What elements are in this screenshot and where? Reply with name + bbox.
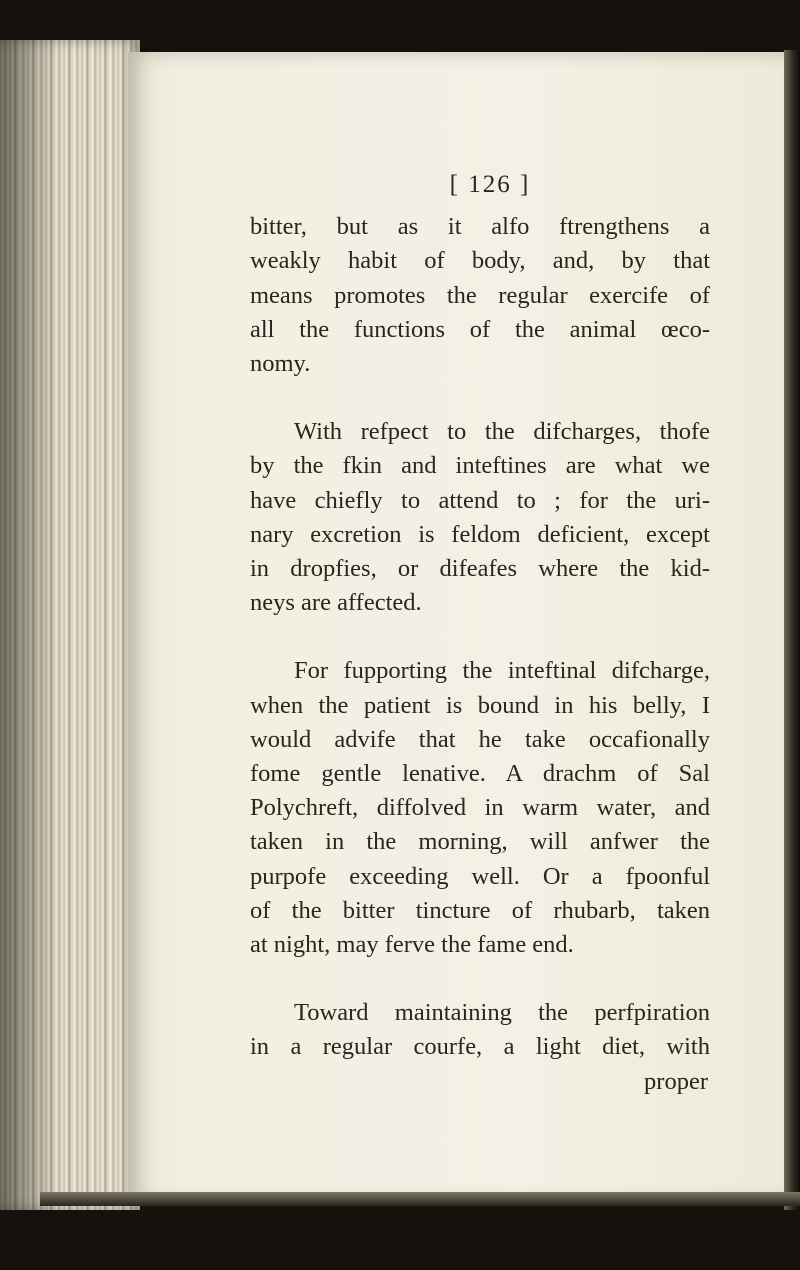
text-line: in dropfies, or difeafes where the kid-	[250, 555, 710, 583]
text-line: nary excretion is feldom deficient, except	[250, 520, 710, 548]
text-line: would advife that he take occafionally	[250, 725, 710, 753]
text-line: by the fkin and inteftines are what we	[250, 452, 710, 480]
text-line: at night, may ferve the fame end.	[250, 931, 574, 959]
text-line: all the functions of the animal œco-	[250, 315, 710, 343]
text-line: have chiefly to attend to ; for the uri-	[250, 486, 710, 514]
text-line: of the bitter tincture of rhubarb, taken	[250, 896, 710, 924]
text-line: With refpect to the difcharges, thofe	[294, 418, 710, 446]
gutter-shadow	[0, 40, 60, 1210]
page-right-edge	[784, 50, 800, 1210]
page-text	[250, 168, 710, 1099]
text-line: weakly habit of body, and, by that	[250, 247, 710, 275]
catchword: proper	[644, 1067, 708, 1095]
text-line: bitter, but as it alfo ftrengthens a	[250, 213, 710, 241]
text-line: neys are affected.	[250, 589, 422, 617]
text-line: Polychreft, diffolved in warm water, and	[250, 794, 710, 822]
text-line: For fupporting the inteftinal difcharge,	[294, 657, 710, 685]
text-line: means promotes the regular exercife of	[250, 281, 710, 309]
text-line: purpofe exceeding well. Or a fpoonful	[250, 862, 710, 890]
text-line: in a regular courfe, a light diet, with	[250, 1033, 710, 1061]
paragraph-2	[250, 415, 710, 620]
page-bottom-edge	[40, 1192, 800, 1206]
text-line: nomy.	[250, 350, 311, 378]
text-line: Toward maintaining the perfpiration	[294, 999, 710, 1027]
paragraph-1	[250, 210, 710, 381]
text-line: taken in the morning, will anfwer the	[250, 828, 710, 856]
text-line: fome gentle lenative. A drachm of Sal	[250, 760, 710, 788]
paragraph-4	[250, 996, 710, 1064]
text-line: when the patient is bound in his belly, I	[250, 691, 710, 719]
page-number-header: [ 126 ]	[449, 171, 531, 198]
paragraph-3	[250, 654, 710, 962]
